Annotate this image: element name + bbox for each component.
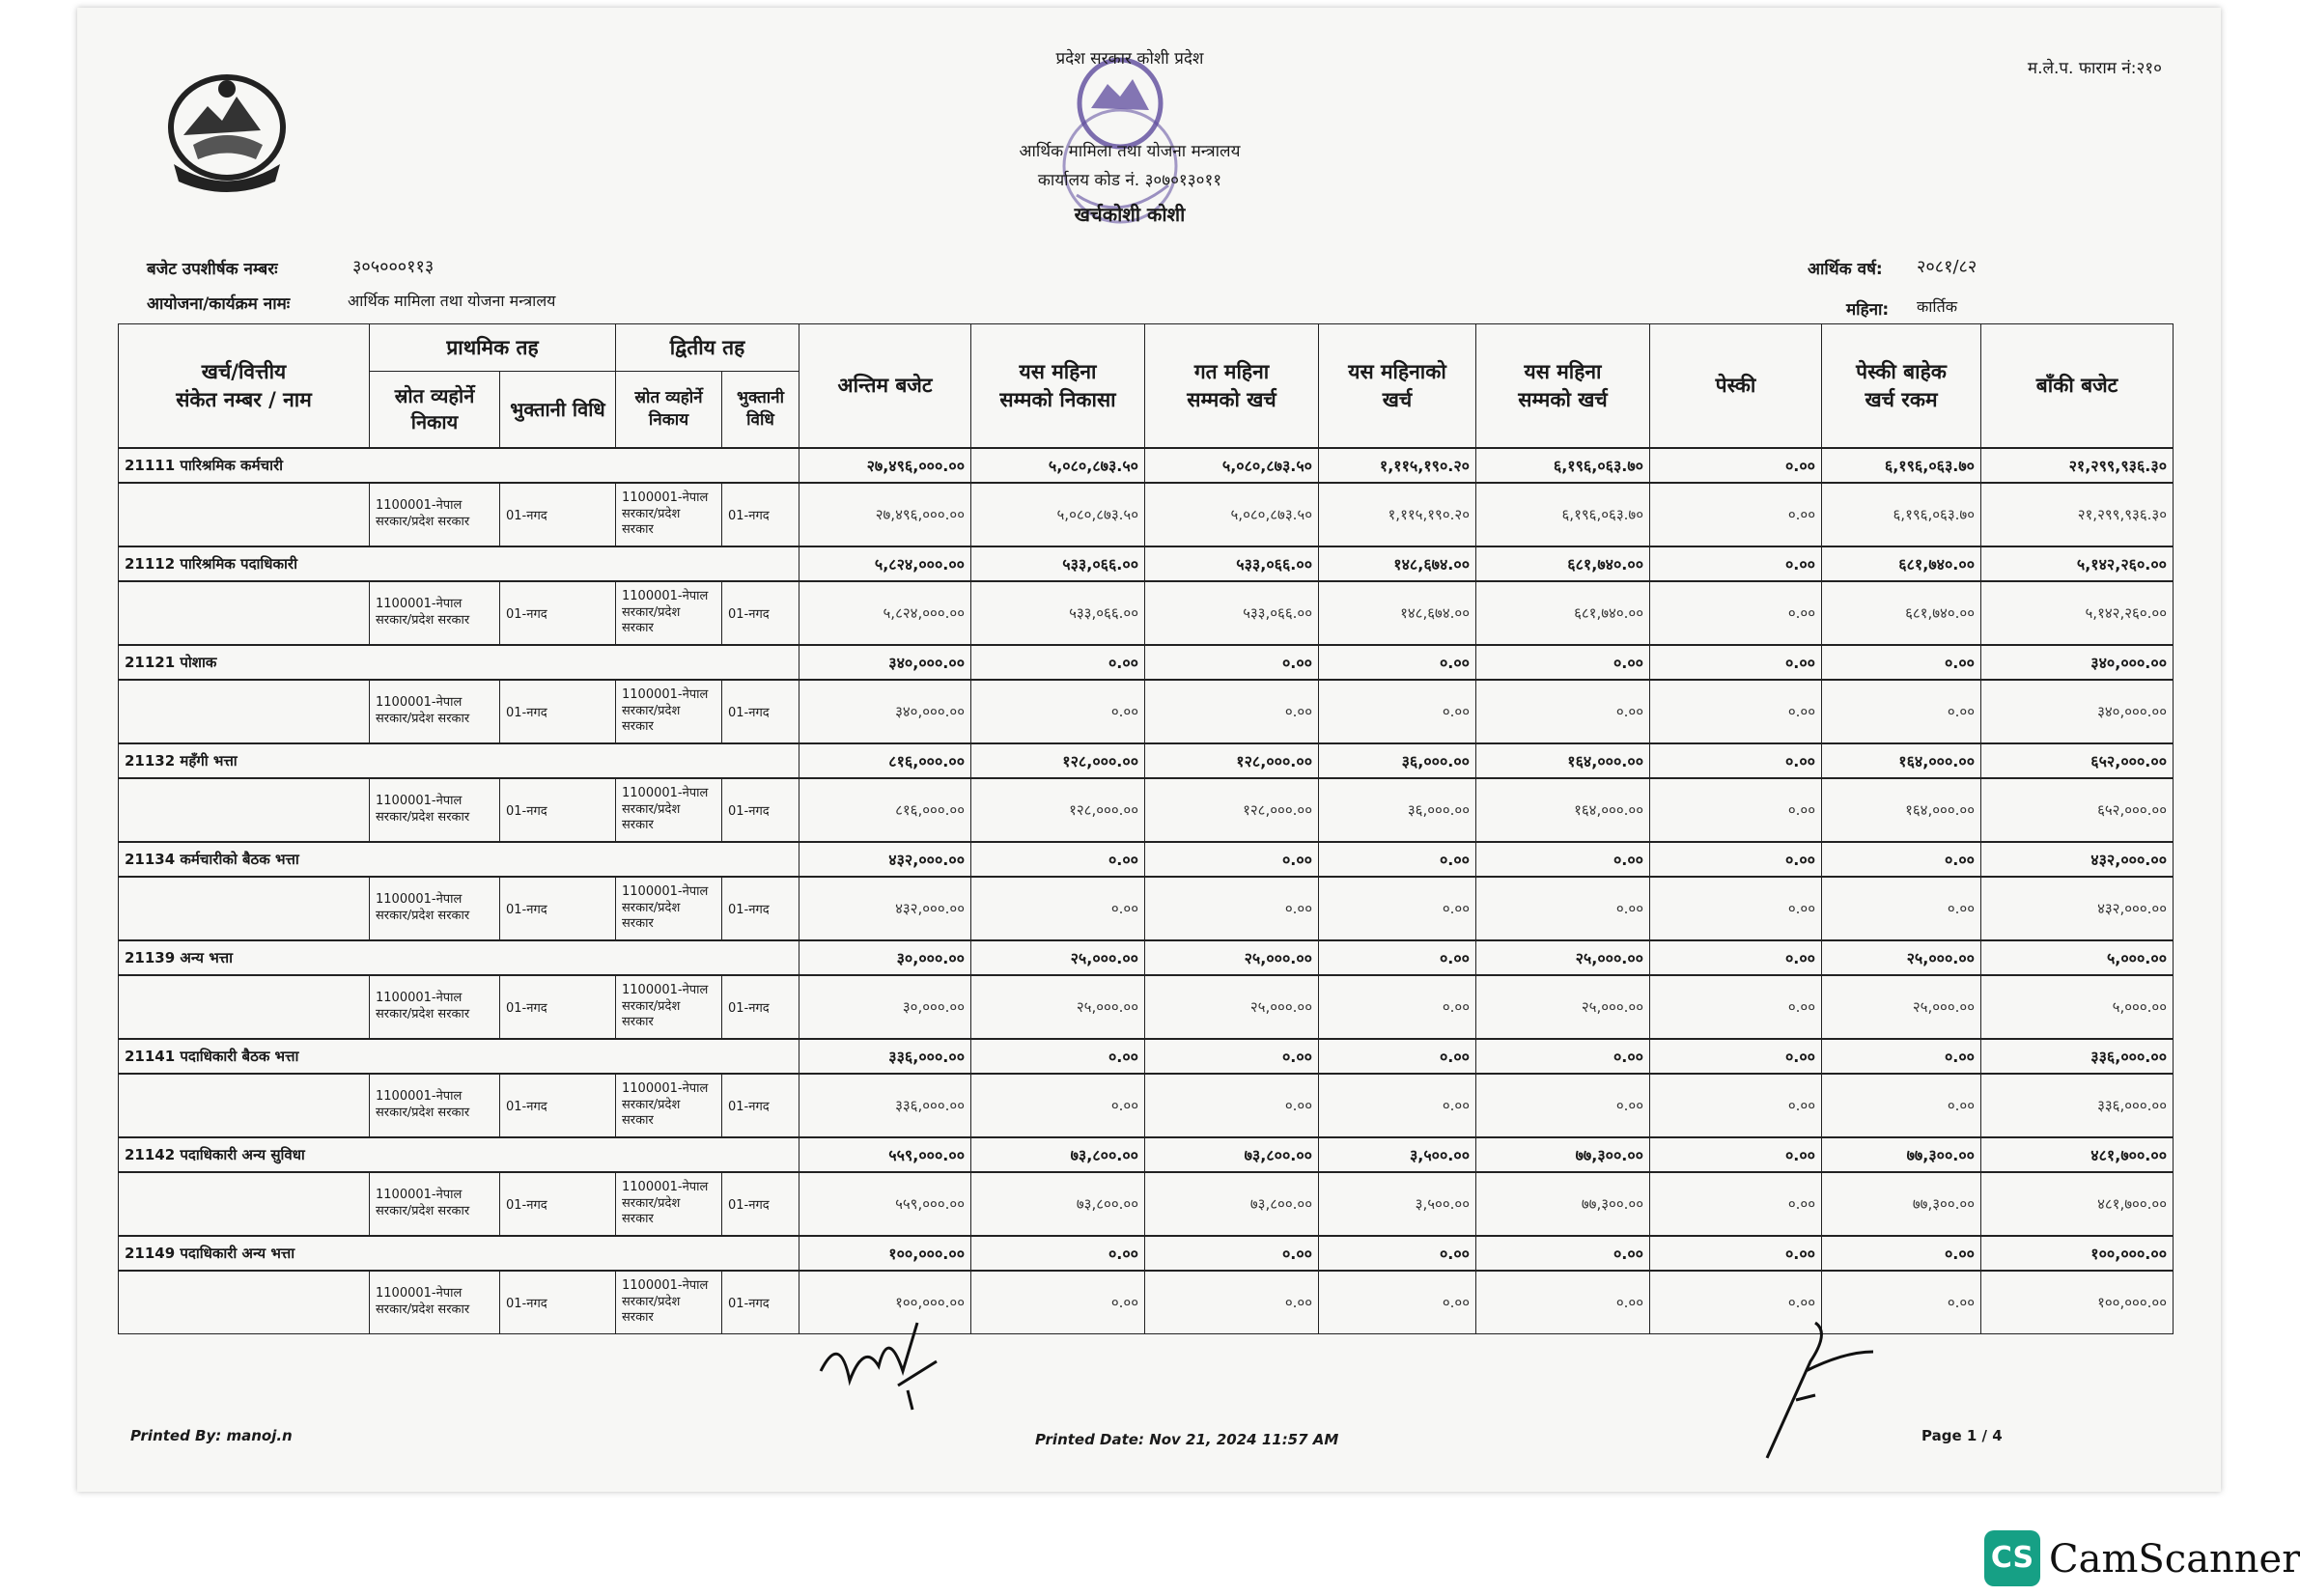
expenditure-table xyxy=(118,323,2174,1334)
detail-row xyxy=(119,778,2174,842)
this-month-exp-total: ०.०० xyxy=(1319,940,1476,975)
budget-subheading-value: ३०५०००११३ xyxy=(352,257,435,277)
advance-total: ०.०० xyxy=(1650,448,1822,483)
last-month-exp-detail: ०.०० xyxy=(1145,1074,1319,1137)
balance-detail: ४८१,७००.०० xyxy=(1981,1172,2174,1236)
col-code: खर्च/वित्तीय संकेत नम्बर / नाम xyxy=(119,324,370,449)
col-release: यस महिना सम्मको निकासा xyxy=(971,324,1145,449)
balance-detail: ६५२,०००.०० xyxy=(1981,778,2174,842)
release-detail: ०.०० xyxy=(971,1074,1145,1137)
primary-source: 1100001-नेपाल सरकार/प्रदेश सरकार xyxy=(370,1172,500,1236)
secondary-payment: 01-नगद xyxy=(722,483,799,546)
this-month-exp-detail: १४८,६७४.०० xyxy=(1319,581,1476,645)
release-detail: ०.०० xyxy=(971,680,1145,743)
balance-detail: २१,२९९,९३६.३० xyxy=(1981,483,2174,546)
primary-payment: 01-नगद xyxy=(500,778,616,842)
balance-total: ५,१४२,२६०.०० xyxy=(1981,546,2174,581)
upto-month-exp-total: ६८१,७४०.०० xyxy=(1476,546,1650,581)
release-total: १२८,०००.०० xyxy=(971,743,1145,778)
release-detail: ५,०८०,८७३.५० xyxy=(971,483,1145,546)
fiscal-year-label: आर्थिक वर्ष: xyxy=(1808,260,1883,279)
primary-source: 1100001-नेपाल सरकार/प्रदेश सरकार xyxy=(370,1074,500,1137)
primary-source: 1100001-नेपाल सरकार/प्रदेश सरकार xyxy=(370,877,500,940)
exp-ex-advance-detail: २५,०००.०० xyxy=(1822,975,1981,1039)
col-payment-method: भुक्तानी विधि xyxy=(500,372,616,449)
final-budget-detail: २७,४९६,०००.०० xyxy=(799,483,971,546)
primary-source: 1100001-नेपाल सरकार/प्रदेश सरकार xyxy=(370,581,500,645)
upto-month-exp-total: २५,०००.०० xyxy=(1476,940,1650,975)
province-name: प्रदेश सरकार कोशी प्रदेश xyxy=(1055,49,1204,69)
detail-row xyxy=(119,680,2174,743)
group-row xyxy=(119,1137,2174,1172)
col-primary: प्राथमिक तह xyxy=(370,324,616,372)
balance-total: ४८१,७००.०० xyxy=(1981,1137,2174,1172)
final-budget-detail: ८१६,०००.०० xyxy=(799,778,971,842)
office-name: खर्चकोशी कोशी xyxy=(1074,203,1186,226)
advance-detail: ०.०० xyxy=(1650,1074,1822,1137)
col-upto-month-exp: यस महिना सम्मको खर्च xyxy=(1476,324,1650,449)
final-budget-total: ३०,०००.०० xyxy=(799,940,971,975)
upto-month-exp-detail: ०.०० xyxy=(1476,1271,1650,1334)
release-detail: २५,०००.०० xyxy=(971,975,1145,1039)
detail-row xyxy=(119,1074,2174,1137)
signature-left xyxy=(811,1313,946,1419)
advance-detail: ०.०० xyxy=(1650,975,1822,1039)
balance-detail: ५,०००.०० xyxy=(1981,975,2174,1039)
account-code: 21149 पदाधिकारी अन्य भत्ता xyxy=(119,1236,799,1271)
col-exp-ex-advance: पेस्की बाहेक खर्च रकम xyxy=(1822,324,1981,449)
exp-ex-advance-total: ७७,३००.०० xyxy=(1822,1137,1981,1172)
upto-month-exp-total: ७७,३००.०० xyxy=(1476,1137,1650,1172)
this-month-exp-total: ०.०० xyxy=(1319,1039,1476,1074)
nepal-emblem-icon xyxy=(154,68,299,198)
exp-ex-advance-detail: ०.०० xyxy=(1822,1271,1981,1334)
col-source-body-2: स्रोत व्यहोर्ने निकाय xyxy=(616,372,722,449)
exp-ex-advance-total: १६४,०००.०० xyxy=(1822,743,1981,778)
primary-source: 1100001-नेपाल सरकार/प्रदेश सरकार xyxy=(370,778,500,842)
secondary-payment: 01-नगद xyxy=(722,1074,799,1137)
last-month-exp-detail: ०.०० xyxy=(1145,1271,1319,1334)
release-total: ५३३,०६६.०० xyxy=(971,546,1145,581)
primary-source: 1100001-नेपाल सरकार/प्रदेश सरकार xyxy=(370,483,500,546)
this-month-exp-total: ३,५००.०० xyxy=(1319,1137,1476,1172)
upto-month-exp-detail: ६८१,७४०.०० xyxy=(1476,581,1650,645)
secondary-payment: 01-नगद xyxy=(722,975,799,1039)
group-row xyxy=(119,743,2174,778)
this-month-exp-detail: ३,५००.०० xyxy=(1319,1172,1476,1236)
final-budget-detail: ५५९,०००.०० xyxy=(799,1172,971,1236)
last-month-exp-total: ५३३,०६६.०० xyxy=(1145,546,1319,581)
ministry-name: आर्थिक मामिला तथा योजना मन्त्रालय xyxy=(1019,142,1241,161)
this-month-exp-detail: ०.०० xyxy=(1319,877,1476,940)
camscanner-logo-icon: CS xyxy=(1984,1530,2040,1586)
primary-payment: 01-नगद xyxy=(500,1074,616,1137)
release-total: ०.०० xyxy=(971,1039,1145,1074)
advance-detail: ०.०० xyxy=(1650,680,1822,743)
exp-ex-advance-total: ०.०० xyxy=(1822,842,1981,877)
account-code: 21121 पोशाक xyxy=(119,645,799,680)
upto-month-exp-detail: ०.०० xyxy=(1476,1074,1650,1137)
last-month-exp-detail: ०.०० xyxy=(1145,680,1319,743)
last-month-exp-total: ०.०० xyxy=(1145,1039,1319,1074)
account-code: 21112 पारिश्रमिक पदाधिकारी xyxy=(119,546,799,581)
secondary-source: 1100001-नेपाल सरकार/प्रदेश सरकार xyxy=(616,975,722,1039)
fiscal-year-value: २०८१/८२ xyxy=(1917,257,1977,277)
group-row xyxy=(119,645,2174,680)
final-budget-total: २७,४९६,०००.०० xyxy=(799,448,971,483)
primary-payment: 01-नगद xyxy=(500,581,616,645)
secondary-source: 1100001-नेपाल सरकार/प्रदेश सरकार xyxy=(616,1074,722,1137)
exp-ex-advance-detail: ६८१,७४०.०० xyxy=(1822,581,1981,645)
code-blank xyxy=(119,483,370,546)
final-budget-total: ५,८२४,०००.०० xyxy=(799,546,971,581)
account-code: 21134 कर्मचारीको बैठक भत्ता xyxy=(119,842,799,877)
account-code: 21141 पदाधिकारी बैठक भत्ता xyxy=(119,1039,799,1074)
exp-ex-advance-total: ०.०० xyxy=(1822,645,1981,680)
col-final-budget: अन्तिम बजेट xyxy=(799,324,971,449)
account-code: 21139 अन्य भत्ता xyxy=(119,940,799,975)
balance-detail: ५,१४२,२६०.०० xyxy=(1981,581,2174,645)
code-blank xyxy=(119,680,370,743)
col-payment-method-2: भुक्तानी विधि xyxy=(722,372,799,449)
secondary-payment: 01-नगद xyxy=(722,581,799,645)
release-detail: ०.०० xyxy=(971,877,1145,940)
form-number: म.ले.प. फाराम नं:२१० xyxy=(2027,59,2162,78)
this-month-exp-total: १४८,६७४.०० xyxy=(1319,546,1476,581)
advance-total: ०.०० xyxy=(1650,1039,1822,1074)
group-row xyxy=(119,842,2174,877)
upto-month-exp-detail: ७७,३००.०० xyxy=(1476,1172,1650,1236)
release-total: ०.०० xyxy=(971,842,1145,877)
secondary-payment: 01-नगद xyxy=(722,877,799,940)
detail-row xyxy=(119,483,2174,546)
secondary-source: 1100001-नेपाल सरकार/प्रदेश सरकार xyxy=(616,1172,722,1236)
upto-month-exp-total: ०.०० xyxy=(1476,1039,1650,1074)
release-total: ५,०८०,८७३.५० xyxy=(971,448,1145,483)
secondary-source: 1100001-नेपाल सरकार/प्रदेश सरकार xyxy=(616,1271,722,1334)
balance-detail: ३३६,०००.०० xyxy=(1981,1074,2174,1137)
exp-ex-advance-detail: ०.०० xyxy=(1822,680,1981,743)
account-code: 21142 पदाधिकारी अन्य सुविधा xyxy=(119,1137,799,1172)
last-month-exp-detail: ७३,८००.०० xyxy=(1145,1172,1319,1236)
month-label: महिना: xyxy=(1846,300,1890,320)
advance-total: ०.०० xyxy=(1650,743,1822,778)
advance-detail: ०.०० xyxy=(1650,778,1822,842)
exp-ex-advance-detail: ०.०० xyxy=(1822,1074,1981,1137)
final-budget-detail: ३४०,०००.०० xyxy=(799,680,971,743)
exp-ex-advance-detail: १६४,०००.०० xyxy=(1822,778,1981,842)
release-detail: ०.०० xyxy=(971,1271,1145,1334)
last-month-exp-detail: २५,०००.०० xyxy=(1145,975,1319,1039)
group-row xyxy=(119,1236,2174,1271)
exp-ex-advance-total: ०.०० xyxy=(1822,1039,1981,1074)
last-month-exp-total: ०.०० xyxy=(1145,645,1319,680)
last-month-exp-detail: ५,०८०,८७३.५० xyxy=(1145,483,1319,546)
balance-total: ३३६,०००.०० xyxy=(1981,1039,2174,1074)
release-total: ७३,८००.०० xyxy=(971,1137,1145,1172)
printed-by: Printed By: manoj.n xyxy=(130,1427,293,1444)
last-month-exp-total: ७३,८००.०० xyxy=(1145,1137,1319,1172)
exp-ex-advance-total: ६८१,७४०.०० xyxy=(1822,546,1981,581)
printed-date: Printed Date: Nov 21, 2024 11:57 AM xyxy=(1035,1431,1339,1448)
exp-ex-advance-total: २५,०००.०० xyxy=(1822,940,1981,975)
balance-total: ६५२,०००.०० xyxy=(1981,743,2174,778)
secondary-source: 1100001-नेपाल सरकार/प्रदेश सरकार xyxy=(616,581,722,645)
page-number: Page 1 / 4 xyxy=(1921,1427,2003,1444)
exp-ex-advance-detail: ६,१९६,०६३.७० xyxy=(1822,483,1981,546)
last-month-exp-total: ०.०० xyxy=(1145,1236,1319,1271)
final-budget-total: ८१६,०००.०० xyxy=(799,743,971,778)
advance-total: ०.०० xyxy=(1650,1137,1822,1172)
project-value: आर्थिक मामिला तथा योजना मन्त्रालय xyxy=(348,292,556,310)
balance-detail: ३४०,०००.०० xyxy=(1981,680,2174,743)
code-blank xyxy=(119,1271,370,1334)
col-balance: बाँकी बजेट xyxy=(1981,324,2174,449)
final-budget-detail: १००,०००.०० xyxy=(799,1271,971,1334)
primary-payment: 01-नगद xyxy=(500,483,616,546)
code-blank xyxy=(119,1172,370,1236)
final-budget-total: १००,०००.०० xyxy=(799,1236,971,1271)
exp-ex-advance-total: ६,१९६,०६३.७० xyxy=(1822,448,1981,483)
upto-month-exp-total: १६४,०००.०० xyxy=(1476,743,1650,778)
secondary-payment: 01-नगद xyxy=(722,1172,799,1236)
primary-payment: 01-नगद xyxy=(500,1172,616,1236)
balance-total: ५,०००.०० xyxy=(1981,940,2174,975)
secondary-source: 1100001-नेपाल सरकार/प्रदेश सरकार xyxy=(616,877,722,940)
advance-detail: ०.०० xyxy=(1650,581,1822,645)
secondary-source: 1100001-नेपाल सरकार/प्रदेश सरकार xyxy=(616,680,722,743)
release-total: ०.०० xyxy=(971,645,1145,680)
secondary-payment: 01-नगद xyxy=(722,778,799,842)
last-month-exp-total: २५,०००.०० xyxy=(1145,940,1319,975)
upto-month-exp-total: ०.०० xyxy=(1476,1236,1650,1271)
secondary-source: 1100001-नेपाल सरकार/प्रदेश सरकार xyxy=(616,483,722,546)
detail-row xyxy=(119,975,2174,1039)
secondary-payment: 01-नगद xyxy=(722,680,799,743)
advance-total: ०.०० xyxy=(1650,940,1822,975)
advance-detail: ०.०० xyxy=(1650,877,1822,940)
last-month-exp-detail: ५३३,०६६.०० xyxy=(1145,581,1319,645)
primary-payment: 01-नगद xyxy=(500,877,616,940)
primary-payment: 01-नगद xyxy=(500,975,616,1039)
final-budget-total: ५५९,०००.०० xyxy=(799,1137,971,1172)
advance-total: ०.०० xyxy=(1650,645,1822,680)
this-month-exp-detail: ३६,०००.०० xyxy=(1319,778,1476,842)
this-month-exp-detail: ०.०० xyxy=(1319,680,1476,743)
balance-total: २१,२९९,९३६.३० xyxy=(1981,448,2174,483)
office-code: कार्यालय कोड नं. ३०७०१३०११ xyxy=(1037,171,1222,190)
upto-month-exp-total: ०.०० xyxy=(1476,645,1650,680)
last-month-exp-total: ५,०८०,८७३.५० xyxy=(1145,448,1319,483)
upto-month-exp-total: ०.०० xyxy=(1476,842,1650,877)
last-month-exp-total: ०.०० xyxy=(1145,842,1319,877)
group-row xyxy=(119,1039,2174,1074)
this-month-exp-total: ०.०० xyxy=(1319,1236,1476,1271)
detail-row xyxy=(119,581,2174,645)
advance-detail: ०.०० xyxy=(1650,1271,1822,1334)
col-advance: पेस्की xyxy=(1650,324,1822,449)
signature-right xyxy=(1757,1313,1883,1468)
detail-row xyxy=(119,1172,2174,1236)
this-month-exp-detail: १,११५,१९०.२० xyxy=(1319,483,1476,546)
advance-total: ०.०० xyxy=(1650,842,1822,877)
account-code: 21132 महँगी भत्ता xyxy=(119,743,799,778)
upto-month-exp-total: ६,१९६,०६३.७० xyxy=(1476,448,1650,483)
balance-detail: १००,०००.०० xyxy=(1981,1271,2174,1334)
this-month-exp-total: १,११५,१९०.२० xyxy=(1319,448,1476,483)
balance-detail: ४३२,०००.०० xyxy=(1981,877,2174,940)
code-blank xyxy=(119,581,370,645)
upto-month-exp-detail: ०.०० xyxy=(1476,877,1650,940)
primary-source: 1100001-नेपाल सरकार/प्रदेश सरकार xyxy=(370,1271,500,1334)
primary-source: 1100001-नेपाल सरकार/प्रदेश सरकार xyxy=(370,680,500,743)
advance-total: ०.०० xyxy=(1650,1236,1822,1271)
col-last-month-exp: गत महिना सम्मको खर्च xyxy=(1145,324,1319,449)
advance-detail: ०.०० xyxy=(1650,483,1822,546)
balance-total: १००,०००.०० xyxy=(1981,1236,2174,1271)
secondary-source: 1100001-नेपाल सरकार/प्रदेश सरकार xyxy=(616,778,722,842)
final-budget-total: ३३६,०००.०० xyxy=(799,1039,971,1074)
code-blank xyxy=(119,1074,370,1137)
secondary-payment: 01-नगद xyxy=(722,1271,799,1334)
upto-month-exp-detail: २५,०००.०० xyxy=(1476,975,1650,1039)
last-month-exp-detail: ०.०० xyxy=(1145,877,1319,940)
primary-payment: 01-नगद xyxy=(500,1271,616,1334)
exp-ex-advance-detail: ०.०० xyxy=(1822,877,1981,940)
final-budget-detail: ३३६,०००.०० xyxy=(799,1074,971,1137)
final-budget-total: ४३२,०००.०० xyxy=(799,842,971,877)
this-month-exp-detail: ०.०० xyxy=(1319,975,1476,1039)
upto-month-exp-detail: १६४,०००.०० xyxy=(1476,778,1650,842)
col-source-body: स्रोत व्यहोर्ने निकाय xyxy=(370,372,500,449)
balance-total: ३४०,०००.०० xyxy=(1981,645,2174,680)
final-budget-total: ३४०,०००.०० xyxy=(799,645,971,680)
last-month-exp-detail: १२८,०००.०० xyxy=(1145,778,1319,842)
code-blank xyxy=(119,975,370,1039)
group-row xyxy=(119,940,2174,975)
this-month-exp-detail: ०.०० xyxy=(1319,1074,1476,1137)
upto-month-exp-detail: ६,१९६,०६३.७० xyxy=(1476,483,1650,546)
final-budget-detail: ५,८२४,०००.०० xyxy=(799,581,971,645)
col-secondary: द्वितीय तह xyxy=(616,324,799,372)
camscanner-watermark: CamScanner xyxy=(2049,1537,2300,1582)
this-month-exp-total: ०.०० xyxy=(1319,645,1476,680)
code-blank xyxy=(119,877,370,940)
group-row xyxy=(119,546,2174,581)
release-detail: ७३,८००.०० xyxy=(971,1172,1145,1236)
balance-total: ४३२,०००.०० xyxy=(1981,842,2174,877)
account-code: 21111 पारिश्रमिक कर्मचारी xyxy=(119,448,799,483)
budget-subheading-label: बजेट उपशीर्षक नम्बरः xyxy=(147,260,278,279)
primary-source: 1100001-नेपाल सरकार/प्रदेश सरकार xyxy=(370,975,500,1039)
exp-ex-advance-total: ०.०० xyxy=(1822,1236,1981,1271)
final-budget-detail: ३०,०००.०० xyxy=(799,975,971,1039)
this-month-exp-detail: ०.०० xyxy=(1319,1271,1476,1334)
exp-ex-advance-detail: ७७,३००.०० xyxy=(1822,1172,1981,1236)
last-month-exp-total: १२८,०००.०० xyxy=(1145,743,1319,778)
detail-row xyxy=(119,877,2174,940)
project-label: आयोजना/कार्यक्रम नामः xyxy=(147,294,291,314)
advance-detail: ०.०० xyxy=(1650,1172,1822,1236)
code-blank xyxy=(119,778,370,842)
release-total: ०.०० xyxy=(971,1236,1145,1271)
release-detail: ५३३,०६६.०० xyxy=(971,581,1145,645)
month-value: कार्तिक xyxy=(1917,297,1957,316)
primary-payment: 01-नगद xyxy=(500,680,616,743)
this-month-exp-total: ०.०० xyxy=(1319,842,1476,877)
group-row xyxy=(119,448,2174,483)
this-month-exp-total: ३६,०००.०० xyxy=(1319,743,1476,778)
advance-total: ०.०० xyxy=(1650,546,1822,581)
upto-month-exp-detail: ०.०० xyxy=(1476,680,1650,743)
final-budget-detail: ४३२,०००.०० xyxy=(799,877,971,940)
release-detail: १२८,०००.०० xyxy=(971,778,1145,842)
release-total: २५,०००.०० xyxy=(971,940,1145,975)
col-this-month-exp: यस महिनाको खर्च xyxy=(1319,324,1476,449)
